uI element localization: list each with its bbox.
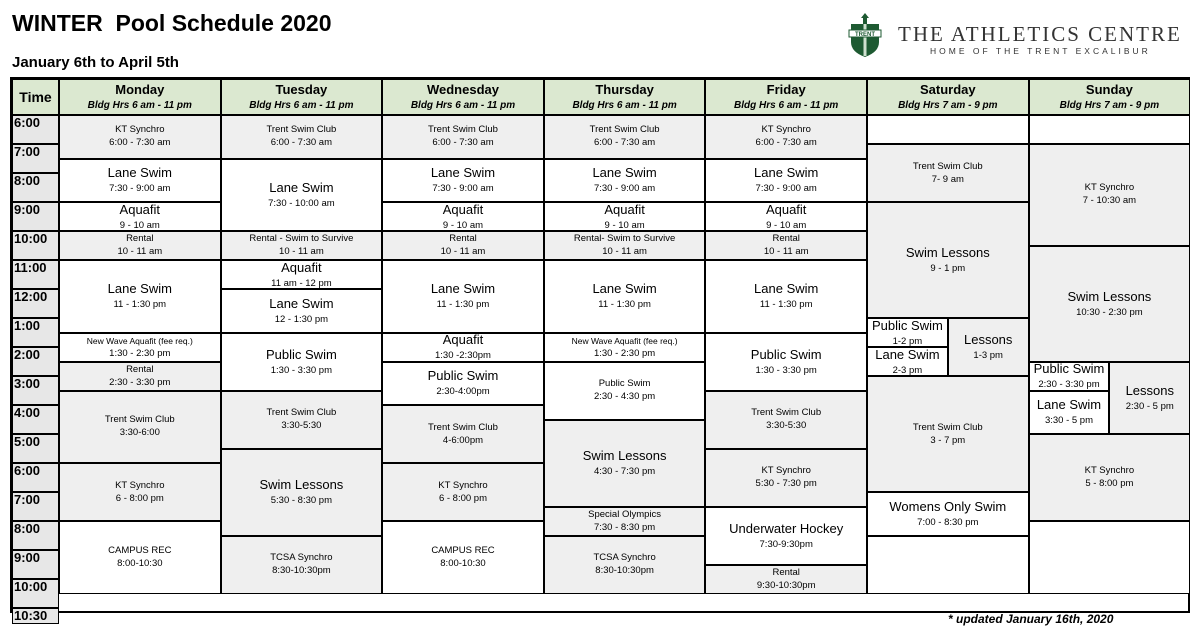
event-time: 3:30-5:30	[281, 420, 322, 431]
empty-slot	[1029, 521, 1191, 594]
schedule-event	[221, 115, 383, 159]
event-name: Public Swim	[427, 368, 499, 384]
event-time: 8:00-10:30	[440, 557, 486, 569]
schedule-event	[221, 391, 383, 449]
event-name: Trent Swim Club	[428, 421, 498, 433]
event-time: 8:30-10:30pm	[595, 565, 654, 576]
event-time: 3:30-6:00	[119, 427, 160, 439]
schedule-event	[382, 231, 544, 260]
event-name: Lessons	[1125, 382, 1174, 398]
event-name: Lane Swim	[592, 165, 657, 181]
event-name: Trent Swim Club	[266, 124, 337, 136]
schedule-event	[59, 391, 221, 464]
time-slot-label: 8:00	[12, 173, 59, 202]
schedule-event	[221, 289, 383, 333]
schedule-event	[382, 362, 544, 406]
event-name: Lessons	[963, 332, 1013, 347]
schedule-event	[544, 202, 706, 231]
event-name: Lane Swim	[430, 281, 496, 297]
building-hours: Bldg Hrs 6 am - 11 pm	[249, 100, 354, 111]
page-title: WINTER Pool Schedule 2020	[12, 10, 332, 36]
event-name: Trent Swim Club	[912, 421, 983, 433]
event-time: 10 - 11 am	[117, 246, 163, 257]
day-name: Saturday	[919, 82, 976, 97]
event-name: KT Synchro	[115, 479, 165, 491]
schedule-event	[705, 565, 867, 594]
day-name: Wednesday	[426, 82, 499, 97]
schedule-event	[867, 318, 948, 347]
schedule-event	[544, 420, 706, 507]
schedule-event	[705, 260, 867, 333]
event-time: 7:30 - 8:30 pm	[593, 521, 656, 533]
event-time: 7:30 - 9:00 am	[432, 183, 494, 195]
schedule-event	[705, 449, 867, 507]
time-slot-label: 2:00	[12, 347, 59, 376]
day-name: Thursday	[595, 82, 654, 97]
schedule-event	[544, 333, 706, 362]
event-time: 12 - 1:30 pm	[274, 313, 329, 325]
schedule-event	[705, 391, 867, 449]
schedule-event	[382, 405, 544, 463]
time-slot-label: 10:30	[12, 608, 59, 624]
event-name: Rental	[449, 233, 477, 244]
event-time: 3 - 7 pm	[930, 434, 966, 446]
event-name: Aquafit	[119, 202, 161, 217]
event-name: Trent Swim Club	[751, 407, 822, 418]
schedule-event	[867, 202, 1029, 318]
schedule-event	[867, 144, 1029, 202]
schedule-event	[221, 159, 383, 232]
event-name: TCSA Synchro	[593, 552, 656, 563]
time-slot-label: 4:00	[12, 405, 59, 434]
schedule-event	[705, 231, 867, 260]
schedule-event	[1029, 434, 1191, 521]
event-name: Rental	[126, 363, 154, 375]
event-name: KT Synchro	[438, 479, 488, 491]
event-time: 9 - 1 pm	[930, 263, 966, 274]
event-time: 3:30 - 5 pm	[1044, 415, 1094, 427]
event-time: 6:00 - 7:30 am	[593, 137, 656, 149]
schedule-event	[382, 159, 544, 203]
schedule-event	[59, 333, 221, 362]
event-time: 2:30 - 4:30 pm	[593, 391, 656, 402]
event-name: TCSA Synchro	[270, 552, 333, 563]
schedule-event	[1029, 362, 1110, 391]
schedule-event	[382, 115, 544, 159]
event-name: KT Synchro	[1084, 465, 1135, 476]
day-name: Monday	[115, 82, 165, 97]
event-name: Lane Swim	[754, 281, 819, 297]
schedule-event	[705, 202, 867, 231]
event-time: 10:30 - 2:30 pm	[1076, 306, 1143, 318]
event-time: 7:30 - 9:00 am	[755, 183, 817, 195]
event-time: 7:30-9:30pm	[759, 538, 813, 550]
event-time: 10 - 11 am	[763, 246, 809, 257]
event-name: KT Synchro	[1084, 182, 1135, 194]
event-name: Aquafit	[442, 332, 484, 347]
event-time: 2-3 pm	[892, 364, 923, 376]
schedule-event	[382, 521, 544, 594]
event-name: Rental - Swim to Survive	[249, 233, 354, 244]
crest-logo-icon	[846, 12, 884, 58]
time-slot-label: 5:00	[12, 434, 59, 463]
event-name: Public Swim	[265, 346, 337, 362]
event-time: 7:30 - 9:00 am	[109, 183, 171, 195]
schedule-event	[59, 115, 221, 159]
event-time: 1-2 pm	[892, 335, 923, 347]
event-time: 8:30-10:30pm	[272, 565, 331, 576]
event-name: Rental	[126, 233, 154, 244]
event-name: New Wave Aquafit (fee req.)	[571, 335, 678, 346]
schedule-event	[867, 376, 1029, 492]
event-name: Lane Swim	[754, 165, 819, 181]
time-slot-label: 9:00	[12, 550, 59, 579]
schedule-event	[59, 159, 221, 203]
day-header-saturday	[867, 79, 1029, 115]
day-name: Sunday	[1085, 82, 1133, 97]
schedule-event	[382, 202, 544, 231]
event-time: 6:00 - 7:30 am	[270, 137, 333, 149]
event-time: 1:30 - 2:30 pm	[593, 347, 656, 359]
empty-slot	[867, 536, 1029, 594]
schedule-event	[1109, 362, 1190, 435]
schedule-event	[705, 507, 867, 565]
schedule-event	[1029, 144, 1191, 246]
time-slot-label: 7:00	[12, 492, 59, 521]
event-name: Rental	[772, 233, 800, 244]
event-name: Lane Swim	[269, 179, 334, 195]
event-name: Lane Swim	[1036, 397, 1102, 413]
event-time: 1:30 -2:30pm	[434, 350, 491, 361]
day-header-friday	[705, 79, 867, 115]
event-time: 10 - 11 am	[440, 246, 486, 257]
event-name: Trent Swim Club	[104, 414, 175, 426]
schedule-event	[59, 463, 221, 521]
event-name: Rental- Swim to Survive	[573, 233, 676, 244]
schedule-event	[544, 115, 706, 159]
event-name: Swim Lessons	[905, 245, 990, 260]
event-time: 1:30 - 3:30 pm	[755, 364, 817, 376]
event-name: New Wave Aquafit (fee req.)	[86, 335, 193, 346]
event-name: Public Swim	[598, 378, 651, 389]
schedule-event	[221, 231, 383, 260]
event-time: 2:30 - 3:30 pm	[1038, 379, 1100, 390]
event-time: 9 - 10 am	[442, 219, 484, 231]
event-name: Swim Lessons	[582, 448, 667, 463]
event-name: Womens Only Swim	[889, 498, 1007, 514]
event-time: 2:30 - 3:30 pm	[109, 376, 171, 388]
schedule-event	[948, 318, 1029, 376]
event-time: 2:30-4:00pm	[436, 386, 490, 398]
schedule-event	[544, 231, 706, 260]
schedule-event	[382, 463, 544, 521]
schedule-event	[59, 231, 221, 260]
event-time: 5:30 - 7:30 pm	[755, 478, 817, 489]
event-time: 10 - 11 am	[602, 246, 647, 257]
event-name: Lane Swim	[430, 165, 496, 181]
empty-slot	[1029, 115, 1191, 144]
event-name: Swim Lessons	[1067, 288, 1152, 304]
event-name: KT Synchro	[115, 124, 165, 136]
event-name: CAMPUS REC	[431, 544, 495, 556]
event-name: Special Olympics	[588, 508, 662, 520]
event-time: 4-6:00pm	[442, 434, 484, 446]
schedule-event	[59, 362, 221, 391]
event-name: Underwater Hockey	[729, 520, 844, 536]
day-header-tuesday	[221, 79, 383, 115]
empty-slot	[867, 115, 1029, 144]
building-hours: Bldg Hrs 7 am - 9 pm	[1059, 100, 1160, 111]
event-time: 7:30 - 10:00 am	[268, 197, 335, 209]
schedule-event	[705, 115, 867, 159]
time-slot-label: 9:00	[12, 202, 59, 231]
event-time: 5:30 - 8:30 pm	[270, 495, 333, 506]
event-name: Aquafit	[281, 260, 322, 275]
event-time: 11 - 1:30 pm	[759, 299, 813, 311]
event-name: Rental	[772, 566, 800, 578]
event-time: 9 - 10 am	[766, 219, 807, 231]
event-time: 1:30 - 2:30 pm	[109, 347, 171, 359]
time-slot-label: 1:00	[12, 318, 59, 347]
schedule-event	[705, 159, 867, 203]
time-slot-label: 7:00	[12, 144, 59, 173]
event-time: 6 - 8:00 pm	[438, 492, 488, 504]
schedule-event	[544, 507, 706, 536]
event-name: Lane Swim	[107, 281, 172, 297]
schedule-event	[867, 492, 1029, 536]
building-hours: Bldg Hrs 6 am - 11 pm	[734, 100, 839, 111]
schedule-event	[382, 333, 544, 362]
event-name: Lane Swim	[107, 165, 172, 181]
event-name: Trent Swim Club	[912, 160, 983, 172]
time-slot-label: 3:00	[12, 376, 59, 405]
event-name: KT Synchro	[761, 465, 811, 476]
event-time: 4:30 - 7:30 pm	[593, 466, 656, 477]
event-name: Lane Swim	[875, 347, 940, 362]
building-hours: Bldg Hrs 6 am - 11 pm	[87, 100, 192, 111]
time-slot-label: 8:00	[12, 521, 59, 550]
schedule-event	[544, 362, 706, 420]
event-name: Public Swim	[872, 318, 943, 333]
event-time: 9 - 10 am	[604, 219, 645, 231]
event-time: 9 - 10 am	[119, 219, 160, 231]
building-hours: Bldg Hrs 6 am - 11 pm	[572, 100, 677, 111]
event-name: Aquafit	[765, 202, 807, 217]
event-name: Trent Swim Club	[428, 124, 498, 136]
day-name: Friday	[766, 82, 806, 97]
event-time: 1:30 - 3:30 pm	[270, 364, 333, 376]
event-time: 1-3 pm	[973, 350, 1003, 361]
event-time: 10 - 11 am	[279, 246, 324, 257]
event-name: Swim Lessons	[259, 477, 344, 492]
event-time: 6 - 8:00 pm	[115, 492, 164, 504]
day-header-wednesday	[382, 79, 544, 115]
time-slot-label: 12:00	[12, 289, 59, 318]
event-time: 6:00 - 7:30 am	[432, 137, 494, 149]
event-time: 6:00 - 7:30 am	[755, 137, 817, 149]
time-slot-label: 6:00	[12, 115, 59, 144]
time-slot-label: 6:00	[12, 463, 59, 492]
schedule-event	[59, 521, 221, 594]
event-time: 11 - 1:30 pm	[598, 299, 651, 311]
schedule-event	[544, 159, 706, 203]
event-time: 5 - 8:00 pm	[1085, 478, 1134, 489]
event-time: 8:00-10:30	[117, 557, 163, 569]
event-name: Lane Swim	[269, 295, 334, 311]
event-name: Aquafit	[442, 202, 484, 217]
event-time: 7:00 - 8:30 pm	[917, 516, 979, 528]
updated-note: * updated January 16th, 2020	[948, 612, 1114, 626]
centre-tagline: HOME OF THE TRENT EXCALIBUR	[930, 46, 1151, 56]
schedule-event	[221, 260, 383, 289]
schedule-event	[59, 202, 221, 231]
event-name: CAMPUS REC	[108, 544, 172, 556]
event-time: 11 - 1:30 pm	[436, 299, 490, 311]
time-slot-label: 10:00	[12, 231, 59, 260]
schedule-event	[544, 536, 706, 594]
centre-name: THE ATHLETICS CENTRE	[898, 22, 1182, 46]
event-time: 2:30 - 5 pm	[1125, 400, 1174, 412]
event-time: 6:00 - 7:30 am	[109, 137, 171, 149]
schedule-event	[867, 347, 948, 376]
event-time: 7 - 10:30 am	[1082, 195, 1137, 207]
schedule-event	[221, 333, 383, 391]
schedule-event	[1029, 246, 1191, 362]
schedule-event	[382, 260, 544, 333]
building-hours: Bldg Hrs 7 am - 9 pm	[898, 100, 998, 111]
day-header-thursday	[544, 79, 706, 115]
time-slot-label: 10:00	[12, 579, 59, 608]
schedule-event	[59, 260, 221, 333]
schedule-event	[1029, 391, 1110, 435]
time-column-header: Time	[12, 79, 59, 115]
event-name: Public Swim	[750, 346, 822, 362]
event-name: Trent Swim Club	[589, 124, 660, 136]
date-range: January 6th to April 5th	[12, 54, 179, 71]
event-name: Aquafit	[604, 202, 645, 217]
time-slot-label: 11:00	[12, 260, 59, 289]
schedule-event	[221, 536, 383, 594]
event-time: 7- 9 am	[931, 173, 964, 185]
event-name: Lane Swim	[592, 281, 657, 297]
day-name: Tuesday	[275, 82, 328, 97]
day-header-sunday	[1029, 79, 1191, 115]
event-name: Public Swim	[1033, 361, 1105, 376]
event-time: 9:30-10:30pm	[756, 579, 816, 591]
schedule-event	[221, 449, 383, 536]
day-header-monday	[59, 79, 221, 115]
schedule-event	[705, 333, 867, 391]
event-time: 3:30-5:30	[766, 420, 807, 431]
event-name: Trent Swim Club	[266, 407, 337, 418]
event-time: 11 - 1:30 pm	[113, 299, 167, 311]
schedule-event	[544, 260, 706, 333]
event-time: 7:30 - 9:00 am	[593, 183, 656, 195]
building-hours: Bldg Hrs 6 am - 11 pm	[410, 100, 516, 111]
event-time: 11 am - 12 pm	[271, 277, 332, 289]
crest-text: TRENT	[855, 32, 875, 38]
event-name: KT Synchro	[761, 124, 811, 136]
